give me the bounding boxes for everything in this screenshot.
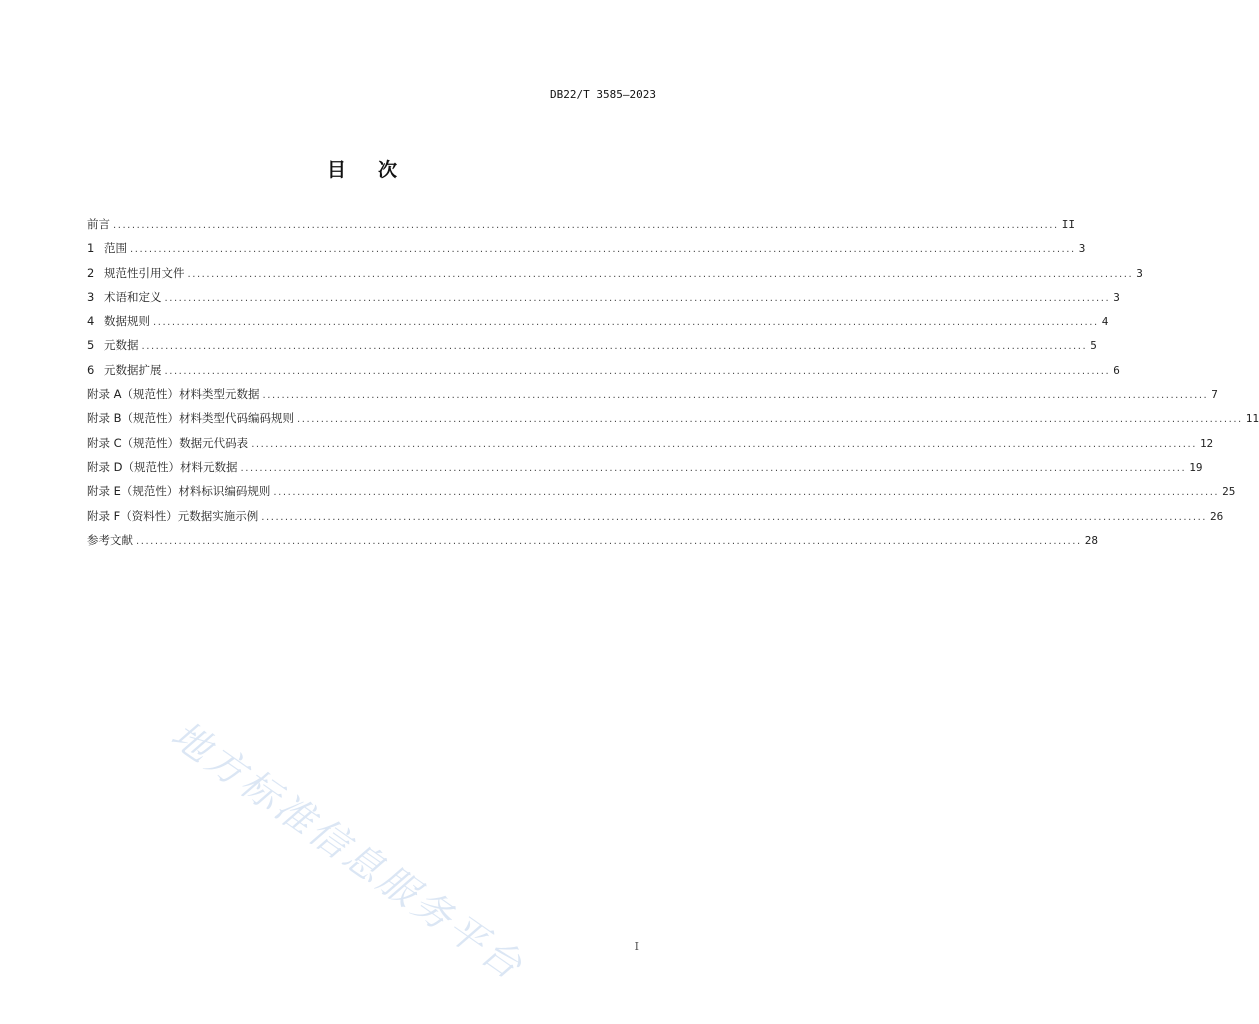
- toc-dot-leader: ........................................................................................................................................................................................................: [130, 244, 1076, 256]
- toc-dot-leader: ........................................................................................................................................................................................................: [273, 487, 1220, 499]
- toc-dot-leader: ........................................................................................................................................................................................................: [153, 317, 1099, 329]
- page-number: I: [634, 940, 639, 953]
- toc-dot-leader: ........................................................................................................................................................................................................: [136, 535, 1082, 547]
- toc-entry-page: 4: [1101, 315, 1109, 329]
- toc-entry-page: 19: [1189, 460, 1203, 474]
- toc-entry[interactable]: [87, 483, 1236, 507]
- toc-entry[interactable]: [87, 313, 1109, 337]
- toc-entry[interactable]: [87, 337, 1097, 361]
- toc-entry-number: 3: [87, 289, 95, 304]
- toc-entry-page: 3: [1078, 242, 1086, 256]
- toc-entry-page: 3: [1113, 290, 1120, 304]
- toc-entry-annex: 附录 D（规范性）: [87, 459, 181, 474]
- toc-dot-leader: ........................................................................................................................................................................................................: [164, 365, 1111, 377]
- page-title: [0, 155, 724, 182]
- toc-entry[interactable]: [87, 532, 1098, 556]
- toc-dot-leader: ........................................................................................................................................................................................................: [251, 438, 1197, 450]
- toc-list: [87, 216, 1259, 556]
- toc-entry-annex: 附录 E（规范性）: [87, 484, 179, 499]
- toc-entry-label: 元数据: [104, 338, 139, 353]
- page-title-char-1: 目: [326, 159, 346, 181]
- toc-entry-label: 规范性引用文件: [104, 265, 185, 280]
- toc-entry-annex: 附录 C（规范性）: [87, 435, 180, 450]
- toc-entry-number: 2: [87, 265, 95, 280]
- toc-entry-number: 6: [87, 362, 95, 377]
- toc-entry-label: 材料标识编码规则: [178, 484, 271, 499]
- page-title-char-2: 次: [378, 159, 398, 181]
- toc-entry-annex: 附录 A（规范性）: [87, 387, 180, 402]
- toc-entry[interactable]: [87, 386, 1218, 410]
- toc-entry-label: 元数据实施示例: [177, 508, 259, 523]
- toc-entry[interactable]: [87, 240, 1086, 264]
- toc-entry-label: 数据元代码表: [179, 435, 249, 450]
- toc-entry[interactable]: [87, 459, 1203, 483]
- toc-entry[interactable]: [87, 508, 1224, 532]
- toc-entry-annex: 附录 B（规范性）: [87, 411, 180, 426]
- toc-entry-number: 5: [87, 338, 95, 353]
- toc-entry-label: 数据规则: [104, 314, 150, 329]
- toc-entry-number: 4: [87, 314, 95, 329]
- toc-entry-page: 11: [1245, 412, 1259, 426]
- toc-entry[interactable]: [87, 216, 1075, 240]
- toc-dot-leader: ........................................................................................................................................................................................................: [187, 268, 1134, 280]
- toc-entry-page: 7: [1211, 388, 1218, 402]
- toc-entry[interactable]: [87, 265, 1143, 289]
- toc-entry-label: 参考文献: [87, 532, 133, 547]
- toc-dot-leader: ........................................................................................................................................................................................................: [113, 220, 1059, 231]
- toc-entry-label: 材料类型元数据: [179, 387, 260, 402]
- toc-entry-label: 元数据扩展: [104, 362, 162, 377]
- toc-dot-leader: ........................................................................................................................................................................................................: [262, 390, 1209, 402]
- toc-entry[interactable]: [87, 362, 1120, 386]
- toc-entry-label: 材料元数据: [180, 459, 238, 474]
- toc-entry-page: 6: [1113, 363, 1120, 377]
- toc-dot-leader: ........................................................................................................................................................................................................: [297, 414, 1243, 426]
- toc-dot-leader: ........................................................................................................................................................................................................: [141, 341, 1088, 353]
- watermark: 地方标准信息服务平台: [163, 712, 533, 990]
- toc-entry-label: 范围: [104, 241, 127, 256]
- toc-entry-page: 25: [1222, 485, 1236, 499]
- toc-entry-page: 5: [1090, 339, 1097, 353]
- toc-entry[interactable]: [87, 289, 1120, 313]
- toc-entry-page: 28: [1084, 533, 1098, 547]
- toc-entry-page: 26: [1210, 509, 1224, 523]
- toc-entry-page: II: [1061, 218, 1075, 231]
- toc-entry-label: 前言: [87, 217, 110, 231]
- toc-dot-leader: ........................................................................................................................................................................................................: [164, 292, 1111, 304]
- standard-code: DB22/T 3585—2023: [550, 88, 656, 101]
- toc-entry-annex: 附录 F（资料性）: [87, 508, 178, 523]
- toc-entry-number: 1: [87, 241, 95, 256]
- toc-entry-label: 术语和定义: [104, 289, 162, 304]
- toc-entry-page: 12: [1199, 436, 1214, 450]
- toc-entry-label: 材料类型代码编码规则: [179, 411, 295, 426]
- toc-entry-page: 3: [1136, 266, 1143, 280]
- toc-entry[interactable]: [87, 410, 1259, 434]
- toc-entry[interactable]: [87, 435, 1214, 459]
- toc-dot-leader: ........................................................................................................................................................................................................: [261, 511, 1208, 523]
- toc-dot-leader: ........................................................................................................................................................................................................: [240, 462, 1187, 474]
